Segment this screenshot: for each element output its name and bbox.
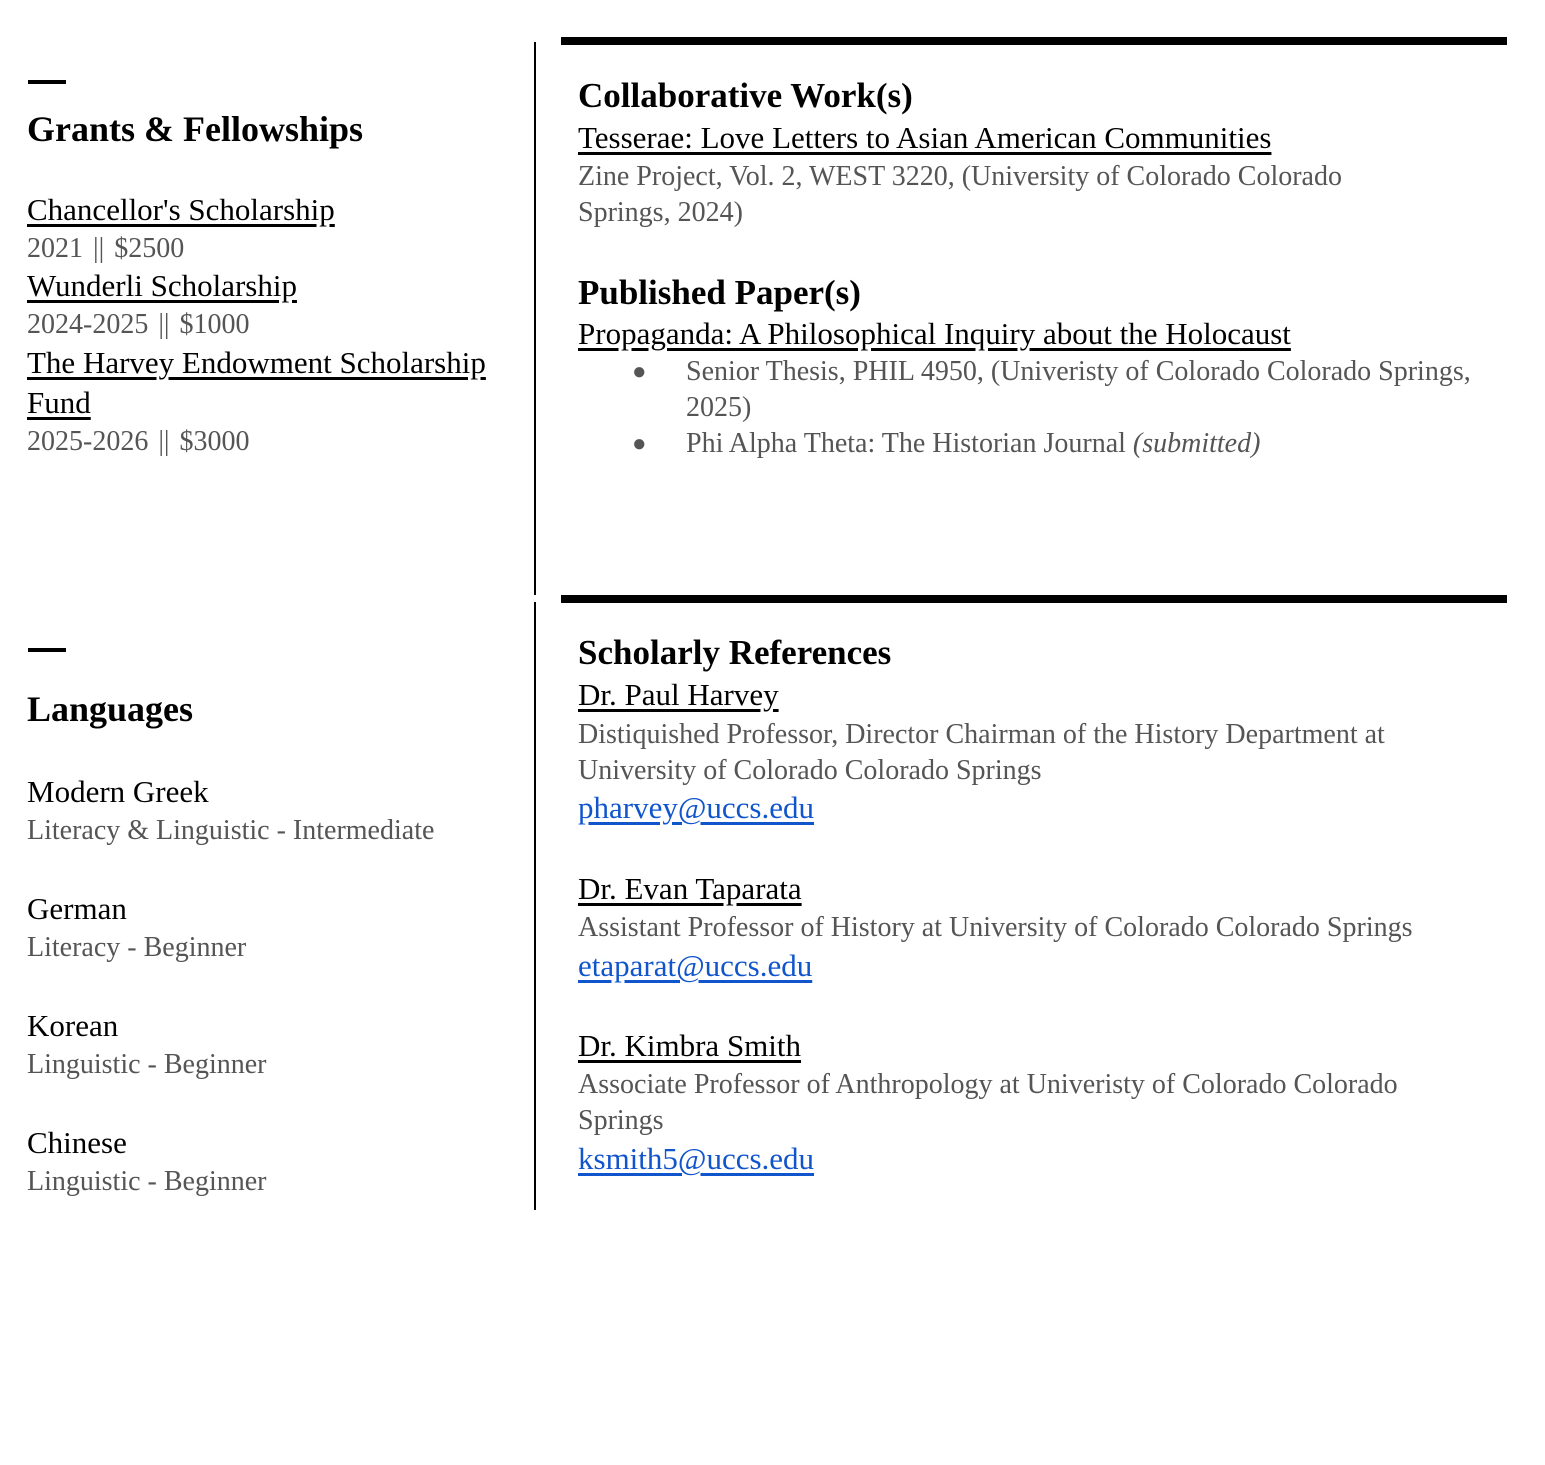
language-name-korean: Korean — [27, 1008, 119, 1043]
reference-email-kimbra-smith[interactable]: ksmith5@uccs.edu — [578, 1141, 815, 1176]
languages-heading: Languages — [27, 689, 194, 729]
column-divider-top — [534, 42, 536, 595]
column-divider-bottom — [534, 602, 536, 1210]
published-bullet-item — [632, 426, 1492, 464]
collaborative-heading: Collaborative Work(s) — [578, 76, 913, 115]
bullet-text: Senior Thesis, PHIL 4950, (Univeristy of Colorado Colorado Springs, 2025) — [686, 356, 1471, 423]
section-rule-middle — [561, 595, 1507, 603]
grant-amount: $3000 — [179, 426, 250, 457]
reference-role-paul-harvey: Distiquished Professor, Director Chairman of the History Department at University of Colorado Colorado Springs — [578, 719, 1385, 786]
section-rule-top — [561, 37, 1507, 45]
grant-amount: $2500 — [114, 233, 185, 264]
grant-title-wunderli[interactable]: Wunderli Scholarship — [27, 268, 297, 303]
published-bullet-item — [632, 354, 1492, 428]
bullet-icon: ● — [632, 431, 647, 457]
grant-meta-wunderli — [27, 307, 250, 343]
language-level-german: Literacy - Beginner — [27, 932, 247, 963]
grants-heading: Grants & Fellowships — [27, 109, 364, 149]
section-dash-grants — [28, 80, 66, 84]
grant-meta-chancellor — [27, 231, 184, 267]
grant-meta-harvey-endowment — [27, 424, 250, 460]
grant-year: 2025-2026 — [27, 426, 149, 457]
bullet-text — [686, 426, 1486, 462]
grant-title-chancellor[interactable]: Chancellor's Scholarship — [27, 192, 335, 227]
language-level-modern-greek: Literacy & Linguistic - Intermediate — [27, 815, 435, 846]
grant-separator: || — [93, 233, 105, 264]
published-heading: Published Paper(s) — [578, 273, 861, 312]
reference-name-kimbra-smith[interactable]: Dr. Kimbra Smith — [578, 1028, 802, 1063]
grant-separator: || — [158, 426, 170, 457]
language-name-german: German — [27, 891, 127, 926]
grant-year: 2021 — [27, 233, 83, 264]
reference-email-paul-harvey[interactable]: pharvey@uccs.edu — [578, 790, 814, 825]
published-paper-title[interactable]: Propaganda: A Philosophical Inquiry about the Holocaust — [578, 316, 1291, 351]
reference-name-paul-harvey[interactable]: Dr. Paul Harvey — [578, 677, 779, 712]
reference-role-kimbra-smith: Associate Professor of Anthropology at Univeristy of Colorado Colorado Springs — [578, 1069, 1398, 1136]
reference-email-evan-taparata[interactable]: etaparat@uccs.edu — [578, 948, 813, 983]
grant-separator: || — [158, 309, 170, 340]
reference-name-evan-taparata[interactable]: Dr. Evan Taparata — [578, 871, 802, 906]
grant-year: 2024-2025 — [27, 309, 149, 340]
bullet-note: (submitted) — [1132, 428, 1261, 459]
grant-amount: $1000 — [179, 309, 250, 340]
language-name-modern-greek: Modern Greek — [27, 774, 209, 809]
bullet-text-main: Phi Alpha Theta: The Historian Journal — [686, 428, 1126, 459]
collaborative-work-title[interactable]: Tesserae: Love Letters to Asian American Communities — [578, 120, 1272, 155]
collaborative-work-detail: Zine Project, Vol. 2, WEST 3220, (University of Colorado Colorado Springs, 2024) — [578, 161, 1342, 228]
language-name-chinese: Chinese — [27, 1125, 127, 1160]
language-level-korean: Linguistic - Beginner — [27, 1049, 267, 1080]
section-dash-languages — [28, 648, 66, 652]
language-level-chinese: Linguistic - Beginner — [27, 1166, 267, 1197]
reference-role-evan-taparata: Assistant Professor of History at University of Colorado Colorado Springs — [578, 912, 1413, 943]
bullet-icon: ● — [632, 359, 647, 385]
grant-title-harvey-endowment[interactable]: The Harvey Endowment Scholarship Fund — [27, 345, 486, 420]
references-heading: Scholarly References — [578, 633, 892, 672]
